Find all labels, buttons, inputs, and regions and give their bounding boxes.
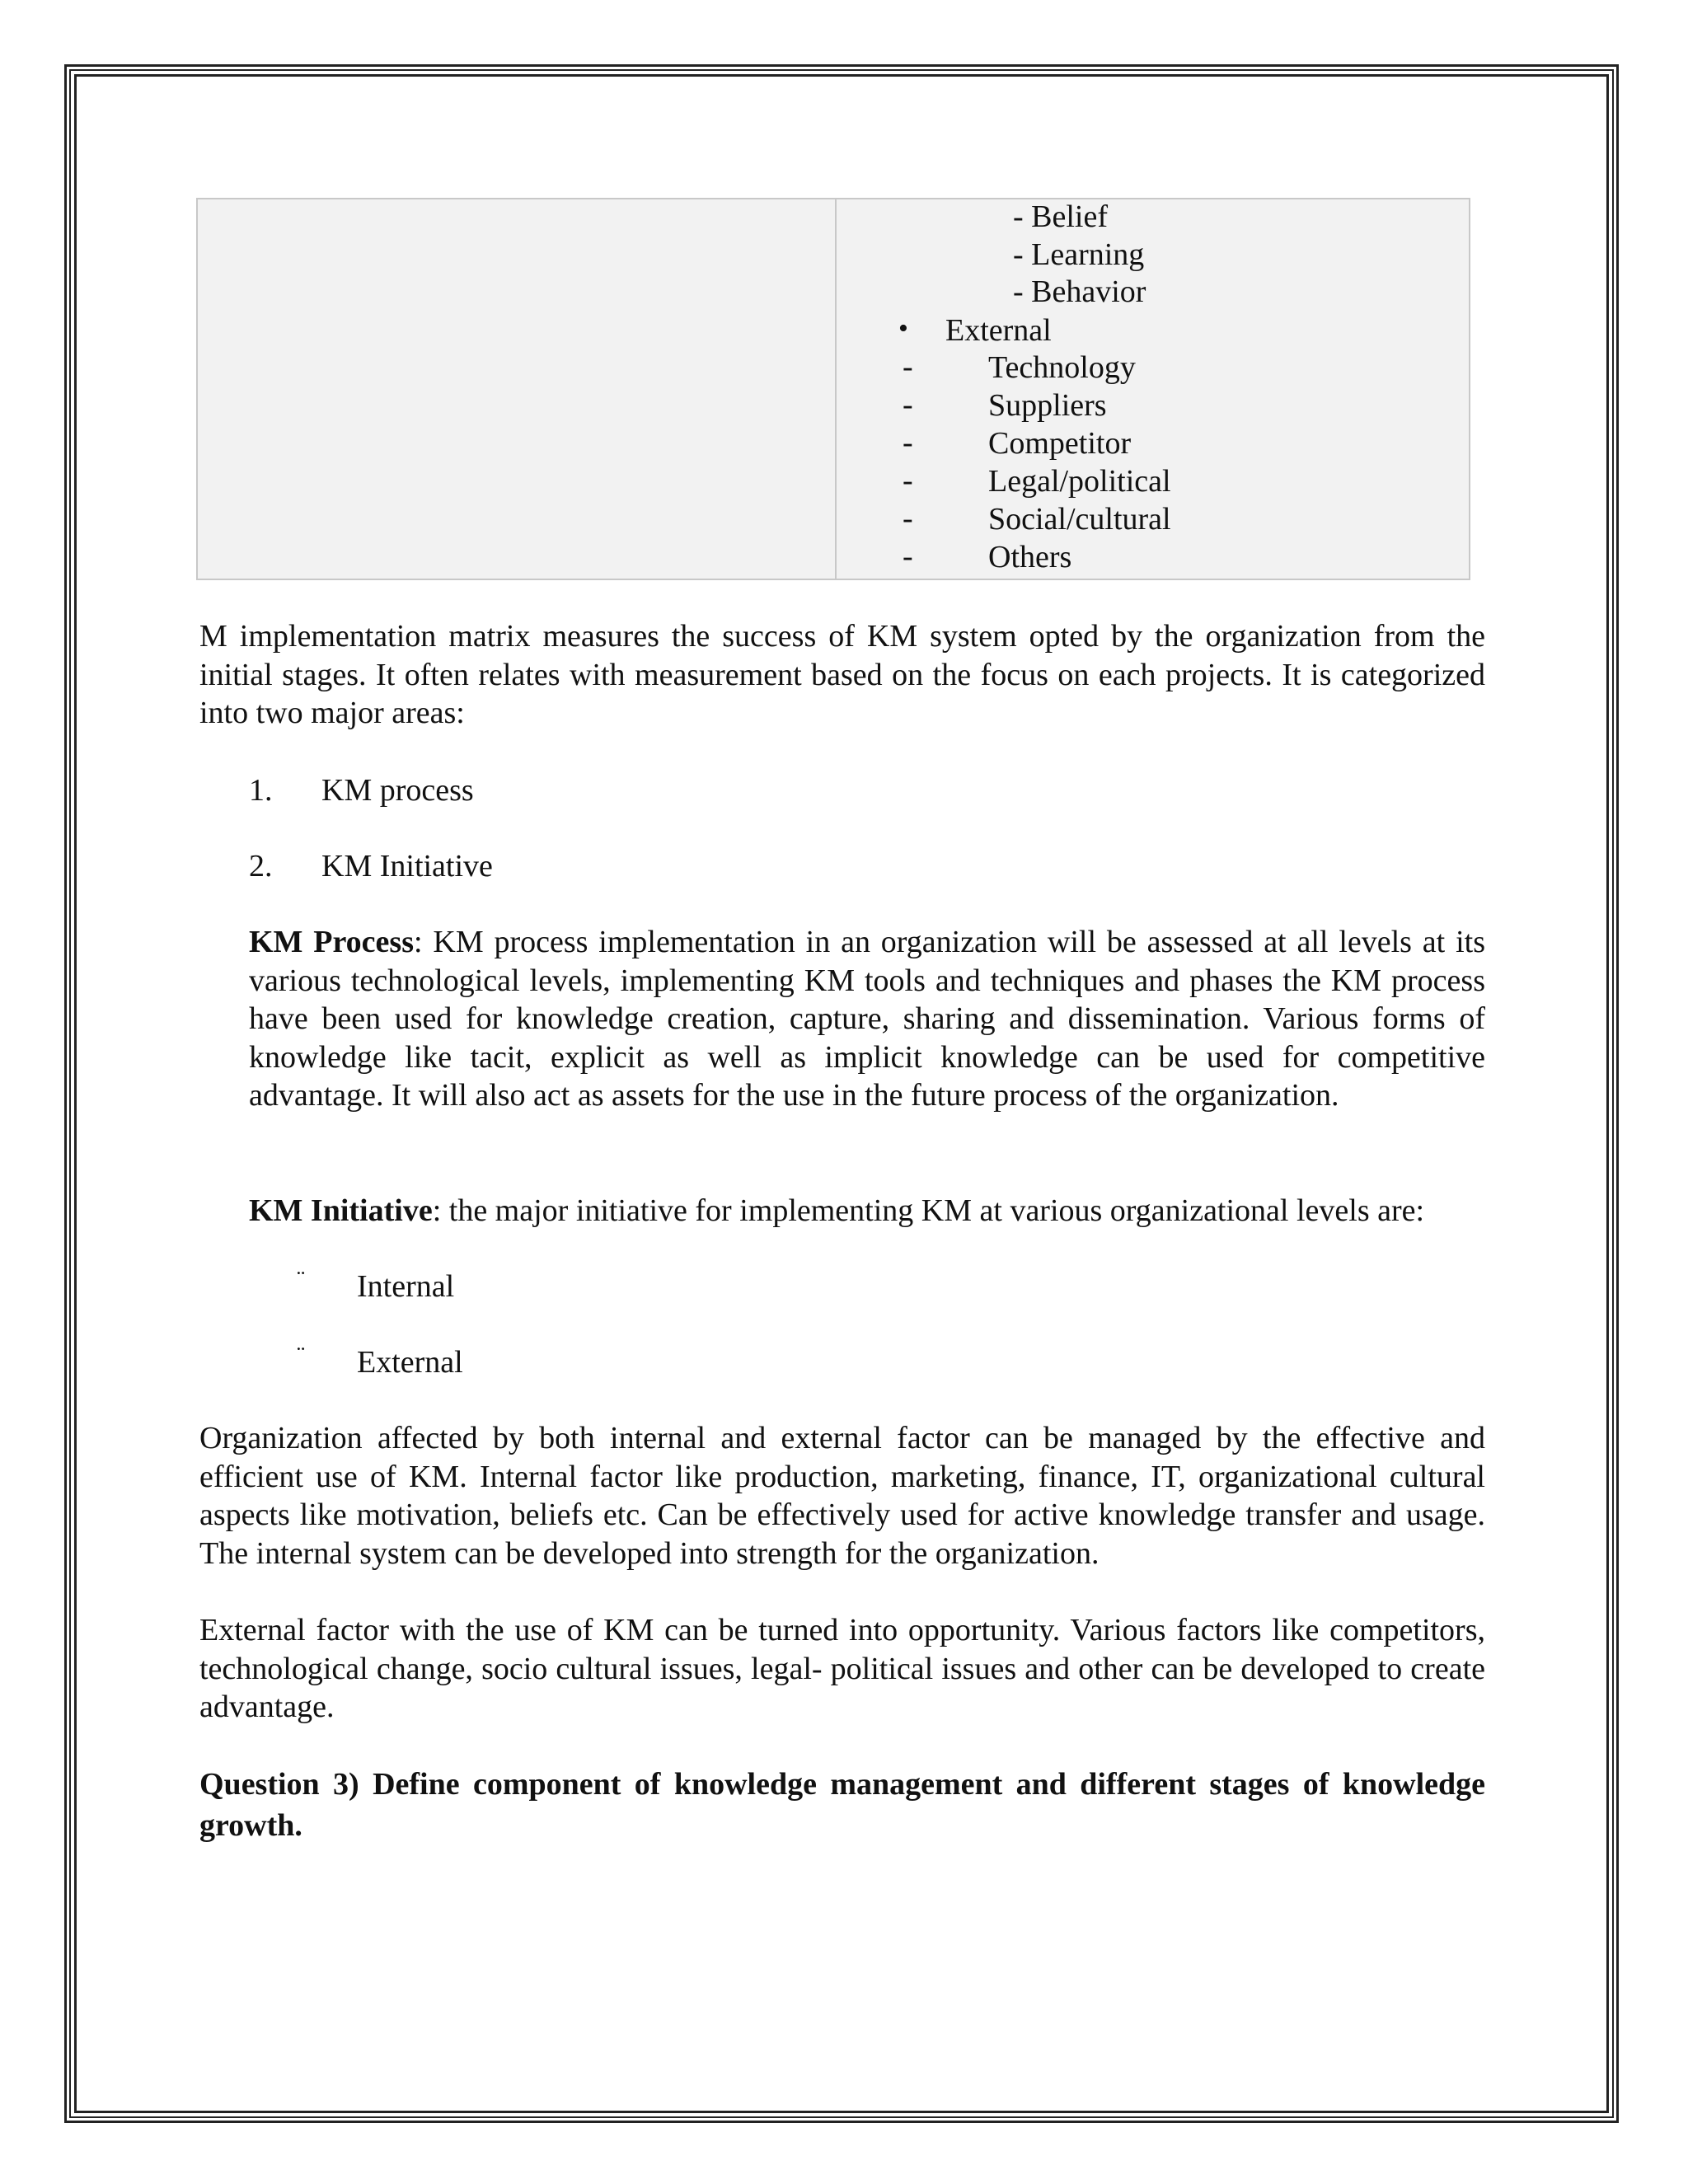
km-process-paragraph	[249, 923, 1485, 1115]
table-sub-item: - Learning	[1013, 237, 1145, 272]
initiative-item-external: External	[357, 1345, 463, 1380]
dash-marker: -	[903, 501, 913, 536]
list-marker-icon: ¨	[297, 1342, 305, 1369]
km-process-heading: KM Process	[249, 925, 414, 959]
factors-paragraph-internal: Organization affected by both internal and external factor can be managed by the effective and efficient use of KM. Internal factor like production, marketing, finance, IT, organizational cultural aspects like motivation, beliefs etc. Can be effectively used for active knowledge transfer and usage. The internal system can be developed into strength for the organization.	[199, 1421, 1485, 1571]
list-number: 1.	[249, 773, 273, 808]
table-external-item: Social/cultural	[988, 502, 1171, 537]
dash-marker: -	[903, 387, 913, 422]
dash-marker: -	[903, 463, 913, 498]
list-number: 2.	[249, 849, 273, 883]
list-item-km-initiative: KM Initiative	[321, 849, 493, 883]
table-external-item: Technology	[988, 350, 1136, 385]
km-initiative-body: : the major initiative for implementing KM at various organizational levels are:	[432, 1193, 1425, 1228]
table-sub-item: - Belief	[1013, 199, 1109, 234]
intro-paragraph: M implementation matrix measures the success of KM system opted by the organization from the initial stages. It often relates with measurement based on the focus on each projects. It is categorized into two major areas:	[199, 619, 1485, 730]
km-initiative-paragraph	[249, 1192, 1485, 1230]
factors-paragraph-external: External factor with the use of KM can be turned into opportunity. Various factors like competitors, technological change, socio cultural issues, legal- political issues and other can be developed to create advantage.	[199, 1613, 1485, 1724]
factors-table	[196, 198, 1470, 580]
km-process-body: : KM process implementation in an organization will be assessed at all levels at its various technological levels, implementing KM tools and techniques and phases the KM process have been used for knowledge creation, capture, sharing and dissemination. Various forms of knowledge like tacit, explicit as well as implicit knowledge can be used for competitive advantage. It will also act as assets for the use in the future process of the organization.	[249, 925, 1485, 1113]
table-external-item: Others	[988, 540, 1072, 574]
table-external-item: Legal/political	[988, 464, 1171, 499]
list-item-km-process: KM process	[321, 773, 474, 808]
bullet-icon: •	[898, 313, 908, 344]
table-cell-empty	[198, 199, 837, 579]
table-sub-item: - Behavior	[1013, 274, 1146, 309]
initiative-item-internal: Internal	[357, 1269, 455, 1304]
table-external-item: Suppliers	[988, 388, 1107, 423]
question-heading: Question 3) Define component of knowledge management and different stages of knowledge growth.	[199, 1767, 1485, 1843]
table-external-item: Competitor	[988, 426, 1132, 461]
dash-marker: -	[903, 425, 913, 460]
table-bullet-label: External	[945, 313, 1052, 348]
dash-marker: -	[903, 349, 913, 384]
list-marker-icon: ¨	[297, 1266, 305, 1293]
km-initiative-heading: KM Initiative	[249, 1193, 433, 1228]
dash-marker: -	[903, 539, 913, 574]
